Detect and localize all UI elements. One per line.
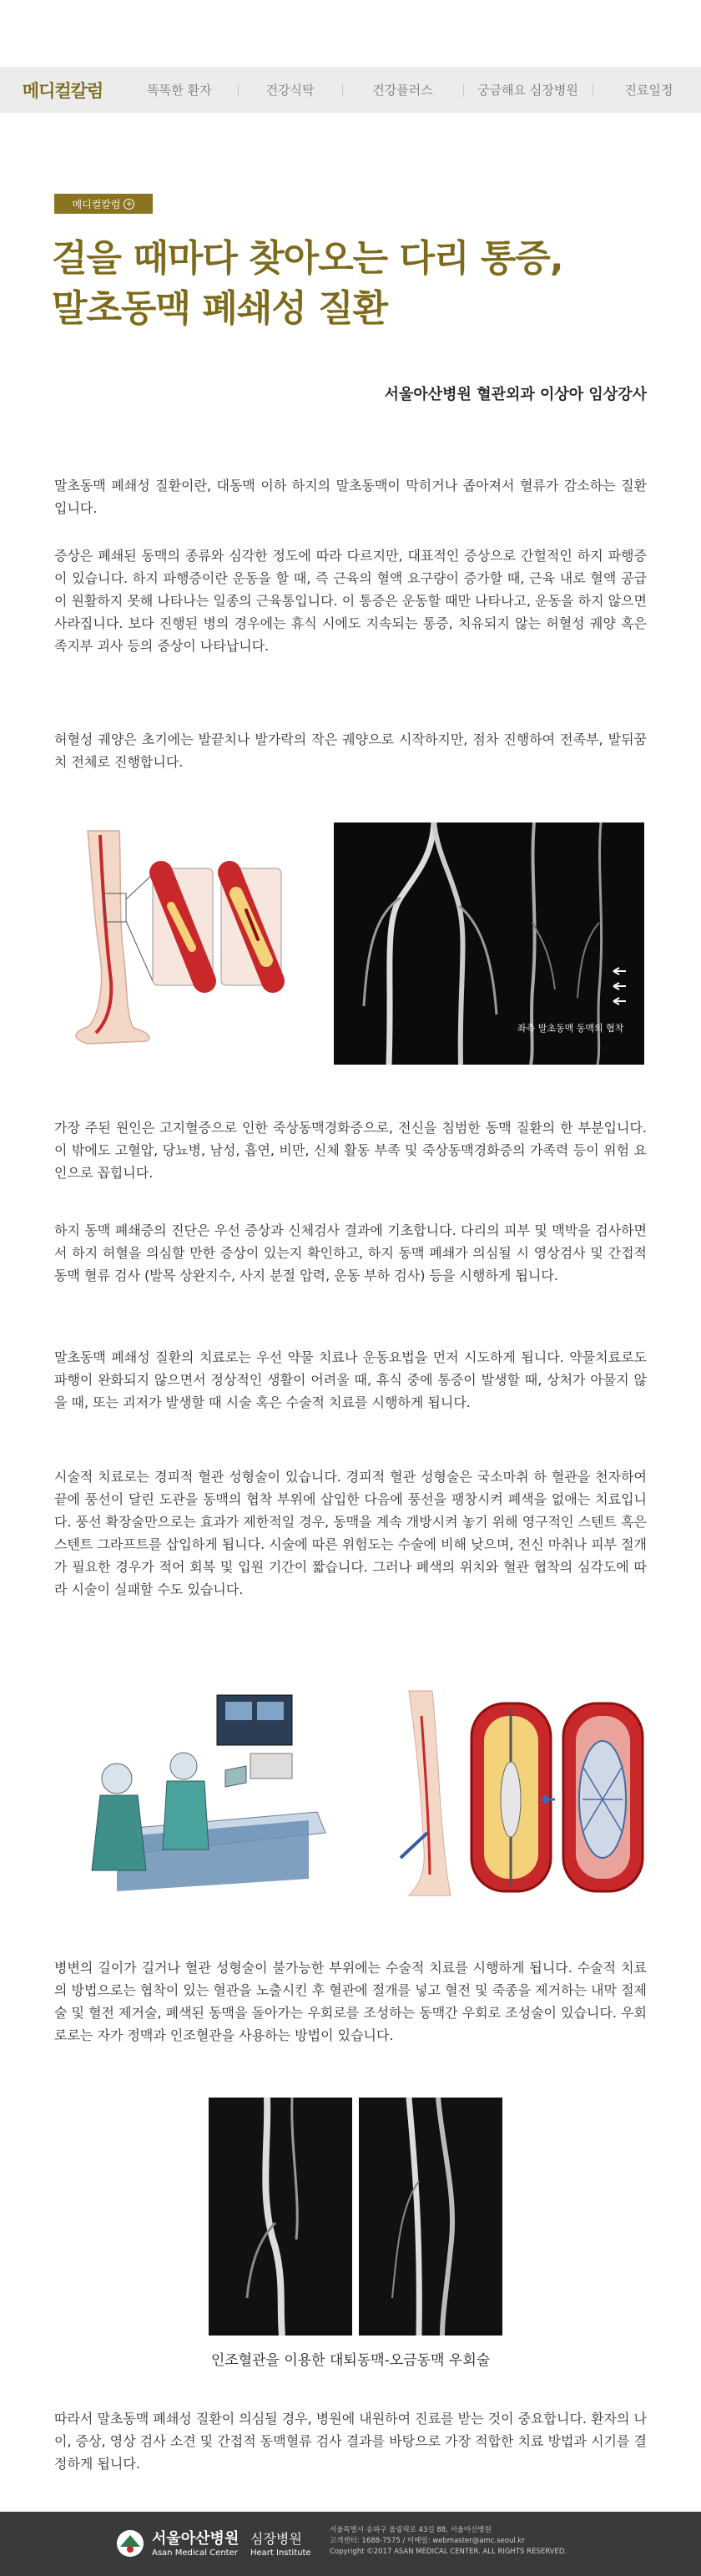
title-line-1: 걸을 때마다 찾아오는 다리 통증, [52,237,563,280]
figure-caption: 인조혈관을 이용한 대퇴동맥-오금동맥 우회술 [210,2352,491,2369]
paragraph-9: 따라서 말초동맥 폐쇄성 질환이 의심될 경우, 병원에 내원하여 진료를 받는 것이 중요합니다. 환자의 나이, 증상, 영상 검사 소견 및 간접적 동맥혈류 검사 결과를 바탕으로 가장 적합한 치료 방법과 시기를 결정하게 됩니다. [54,2411,647,2472]
nav-item-heart-hospital-qa[interactable]: 궁금해요 심장병원 [477,83,578,98]
nav-divider [238,84,239,97]
paragraph-3: 허혈성 궤양은 초기에는 발끝치나 발가락의 작은 궤양으로 시작하지만, 점차 진행하여 전족부, 발뒤꿈치 전체로 진행합니다. [54,731,647,770]
category-tag[interactable] [54,194,153,214]
title-line-2: 말초동맥 폐쇄성 질환 [52,287,388,330]
nav-item-smart-patient[interactable]: 똑똑한 환자 [147,83,212,98]
paragraph-2: 증상은 폐쇄된 동맥의 종류와 심각한 정도에 따라 다르지만, 대표적인 증상으로 간헐적인 하지 파행증이 있습니다. 하지 파행증이란 운동을 할 때, 즉 근육의 혈액 요구량이 증가할 때, 근육 내로 혈액 공급이 원활하지 못해 나타나는 일종의 근육통입니다. 이 통증은 운동할 때만 나타나고, 운동을 하지 않으면 사라집니다. 보다 진행된 병의 경우에는 휴식 시에도 지속되는 통증, 치유되지 않는 허혈성 궤양 혹은 족지부 괴사 등의 증상이 나타납니다. [54,548,647,654]
bypass-angiogram-left [209,2098,352,2336]
paragraph-5: 하지 동맥 폐쇄증의 진단은 우선 증상과 신체검사 결과에 기초합니다. 다리의 피부 및 맥박을 검사하면서 하지 허혈을 의심할 만한 증상이 있는지 확인하고, 하지 동맥 폐쇄가 의심될 시 영상검사 및 간접적 동맥 혈류 검사 (발목 상완지수, 사지 분절 압력, 운동 부하 검사) 등을 시행하게 됩니다. [54,1222,647,1283]
nav-item-schedule[interactable]: 진료일정 [624,83,673,98]
nav-divider [463,84,464,97]
author-line: 서울아산병원 혈관외과 이상아 임상강사 [384,386,647,403]
paragraph-6: 말초동맥 폐쇄성 질환의 치료로는 우선 약물 치료나 운동요법을 먼저 시도하게 됩니다. 약물치료로도 파행이 완화되지 않으면서 정상적인 생활이 어려울 때, 휴식 중에 통증이 발생할 때, 상처가 아물지 않을 때, 또는 괴저가 발생할 때 시술 혹은 수술적 치료를 시행하게 됩니다. [54,1349,647,1410]
footer-dept-name: 심장병원 [250,2531,302,2547]
leg-artery-illustration [54,822,313,1056]
paragraph-7: 시술적 치료로는 경피적 혈관 성형술이 있습니다. 경피적 혈관 성형술은 국소마취 하 혈관을 천자하여 끝에 풍선이 달린 도관을 동맥의 협착 부위에 삽입한 다음에 풍선을 팽창시켜 폐색을 없애는 치료입니다. 풍선 확장술만으로는 효과가 제한적일 경우, 동맥을 계속 개방시켜 놓기 위해 영구적인 스텐트 혹은 스텐트 그라프트를 삽입하게 됩니다. 시술에 따른 위험도는 수술에 비해 낮으며, 전신 마취나 피부 절개가 필요한 경우가 적어 회복 및 입원 기간이 짧습니다. 그러나 폐색의 위치와 혈관 협착의 심각도에 따라 시술이 실패할 수도 있습니다. [54,1469,647,1597]
footer-org-name: 서울아산병원 [152,2530,240,2548]
procedure-room-illustration [67,1687,342,1895]
nav-item-health-plus[interactable]: 건강플러스 [372,83,433,98]
paragraph-4: 가장 주된 원인은 고지혈증으로 인한 죽상동맥경화증으로, 전신을 침범한 동맥 질환의 한 부분입니다. 이 밖에도 고혈압, 당뇨병, 남성, 흡연, 비만, 신체 활동 부족 및 죽상동맥경화증의 가족력 등이 위험 요인으로 꼽힙니다. [54,1120,647,1181]
nav-divider [342,84,343,97]
plus-icon: + [124,199,134,210]
brand-tab[interactable]: 메디컬칼럼 [22,80,103,101]
footer-address: 서울특별시 송파구 올림픽로 43길 88, 서울아산병원 [330,2526,492,2534]
footer-info [330,2525,688,2558]
balloon-stent-illustration [392,1683,659,1900]
angiogram-image [334,822,644,1065]
article-title [52,234,653,334]
hospital-logo-icon [115,2528,145,2558]
footer-copyright: Copyright ©2017 ASAN MEDICAL CENTER. ALL RIGHTS RESERVED. [330,2548,567,2556]
footer [0,2512,701,2576]
bypass-angiogram-right [359,2098,502,2336]
footer-contact: 고객센터: 1688-7575 / 이메일: webmaster@amc.seoul.kr [330,2537,525,2545]
paragraph-8: 병변의 길이가 길거나 혈관 성형술이 불가능한 부위에는 수술적 치료를 시행하게 됩니다. 수술적 치료의 방법으로는 협착이 있는 혈관을 노출시킨 후 혈관에 절개를 넣고 혈전 및 죽종을 제거하는 내막 절제술 및 혈전 제거술, 폐색된 동맥을 돌아가는 우회로를 조성하는 동맥간 우회로 조성술이 있습니다. 우회로로는 자가 정맥과 인조혈관을 사용하는 방법이 있습니다. [54,1960,647,2043]
paragraph-1: 말초동맥 폐쇄성 질환이란, 대동맥 이하 하지의 말초동맥이 막히거나 좁아져서 혈류가 감소하는 질환입니다. [54,478,647,516]
category-tag-label: 메디컬칼럼 [72,198,121,210]
top-navigation [0,67,701,113]
footer-org-name-en: Asan Medical Center [152,2548,238,2558]
angiogram-label: 좌측 말초동맥 동맥의 협착 [517,1023,624,1034]
nav-item-health-table[interactable]: 건강식탁 [265,83,315,98]
footer-dept-name-en: Heart Institute [250,2548,311,2558]
